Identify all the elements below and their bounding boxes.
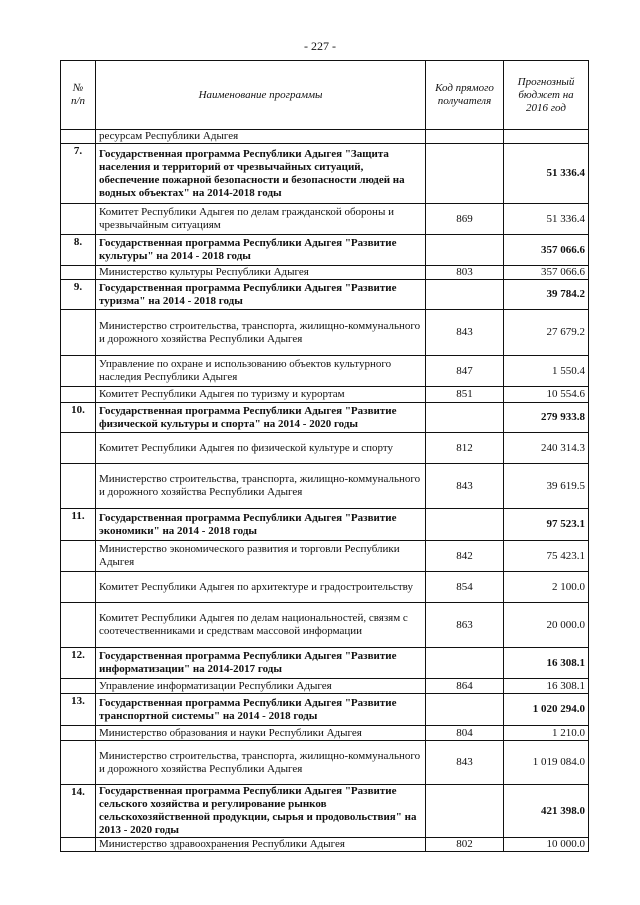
budget-amount: 1 550.4 — [504, 356, 589, 387]
program-row — [61, 509, 589, 541]
recipient-code: 803 — [426, 266, 504, 280]
budget-amount: 421 398.0 — [504, 785, 589, 838]
recipient-code: 802 — [426, 838, 504, 852]
program-row — [61, 785, 589, 838]
row-number: 7. — [61, 144, 96, 204]
recipient-row — [61, 603, 589, 648]
budget-amount: 97 523.1 — [504, 509, 589, 541]
recipient-row — [61, 433, 589, 464]
row-number — [61, 541, 96, 572]
header-num: № п/п — [61, 61, 96, 130]
recipient-name: Комитет Республики Адыгея по делам национальностей, связям с соотечественниками и средствам массовой информации — [96, 603, 426, 648]
row-number — [61, 310, 96, 356]
budget-amount: 10 000.0 — [504, 838, 589, 852]
recipient-row — [61, 387, 589, 403]
recipient-row — [61, 356, 589, 387]
recipient-code: 812 — [426, 433, 504, 464]
budget-amount: 279 933.8 — [504, 403, 589, 433]
recipient-name: Министерство экономического развития и торговли Республики Адыгея — [96, 541, 426, 572]
budget-amount — [504, 130, 589, 144]
program-name: Государственная программа Республики Адыгея "Развитие транспортной системы" на 2014 - 2018 годы — [96, 694, 426, 726]
row-number — [61, 266, 96, 280]
program-name: Государственная программа Республики Адыгея "Развитие культуры" на 2014 - 2018 годы — [96, 235, 426, 266]
row-number — [61, 433, 96, 464]
program-name: Государственная программа Республики Адыгея "Защита населения и территорий от чрезвычайных ситуаций, обеспечение пожарной безопасности и безопасности людей на водных объектах" на 2014-2018 годы — [96, 144, 426, 204]
row-number: 9. — [61, 280, 96, 310]
recipient-code: 842 — [426, 541, 504, 572]
header-program-name: Наименование программы — [96, 61, 426, 130]
recipient-name: Комитет Республики Адыгея по туризму и курортам — [96, 387, 426, 403]
recipient-row — [61, 726, 589, 741]
budget-amount: 39 619.5 — [504, 464, 589, 509]
row-number — [61, 603, 96, 648]
table-header-row — [61, 61, 589, 130]
recipient-row — [61, 838, 589, 852]
row-number — [61, 741, 96, 785]
row-number: 14. — [61, 785, 96, 838]
budget-amount: 240 314.3 — [504, 433, 589, 464]
recipient-name: Управление по охране и использованию объектов культурного наследия Республики Адыгея — [96, 356, 426, 387]
budget-amount: 10 554.6 — [504, 387, 589, 403]
recipient-code — [426, 785, 504, 838]
row-number — [61, 679, 96, 694]
budget-amount: 1 020 294.0 — [504, 694, 589, 726]
recipient-code: 851 — [426, 387, 504, 403]
recipient-row — [61, 204, 589, 235]
program-row — [61, 648, 589, 679]
recipient-name: Комитет Республики Адыгея по физической культуре и спорту — [96, 433, 426, 464]
budget-amount: 357 066.6 — [504, 266, 589, 280]
recipient-code: 854 — [426, 572, 504, 603]
row-number — [61, 572, 96, 603]
row-number — [61, 387, 96, 403]
budget-amount: 1 019 084.0 — [504, 741, 589, 785]
recipient-code: 843 — [426, 741, 504, 785]
recipient-row — [61, 541, 589, 572]
recipient-row — [61, 572, 589, 603]
recipient-name: Министерство строительства, транспорта, жилищно-коммунального и дорожного хозяйства Республики Адыгея — [96, 310, 426, 356]
row-number — [61, 204, 96, 235]
budget-amount: 1 210.0 — [504, 726, 589, 741]
program-name: Государственная программа Республики Адыгея "Развитие экономики" на 2014 - 2018 годы — [96, 509, 426, 541]
row-number: 8. — [61, 235, 96, 266]
recipient-code: 843 — [426, 464, 504, 509]
recipient-code — [426, 280, 504, 310]
budget-amount: 20 000.0 — [504, 603, 589, 648]
row-number — [61, 838, 96, 852]
recipient-code — [426, 509, 504, 541]
budget-amount: 2 100.0 — [504, 572, 589, 603]
recipient-row — [61, 130, 589, 144]
recipient-name: Управление информатизации Республики Адыгея — [96, 679, 426, 694]
page-number: - 227 - — [304, 39, 336, 53]
recipient-name: Министерство здравоохранения Республики Адыгея — [96, 838, 426, 852]
recipient-code — [426, 694, 504, 726]
recipient-code: 804 — [426, 726, 504, 741]
recipient-code — [426, 130, 504, 144]
recipient-row — [61, 679, 589, 694]
recipient-row — [61, 310, 589, 356]
recipient-row — [61, 464, 589, 509]
recipient-name: Комитет Республики Адыгея по делам гражданской обороны и чрезвычайным ситуациям — [96, 204, 426, 235]
row-number — [61, 726, 96, 741]
recipient-name: ресурсам Республики Адыгея — [96, 130, 426, 144]
recipient-code: 863 — [426, 603, 504, 648]
row-number: 13. — [61, 694, 96, 726]
budget-table — [60, 60, 589, 852]
budget-amount: 16 308.1 — [504, 679, 589, 694]
recipient-row — [61, 741, 589, 785]
budget-table-body — [61, 130, 589, 852]
header-recipient-code: Код прямого получателя — [426, 61, 504, 130]
recipient-code: 869 — [426, 204, 504, 235]
budget-amount: 51 336.4 — [504, 144, 589, 204]
program-row — [61, 280, 589, 310]
budget-amount: 16 308.1 — [504, 648, 589, 679]
recipient-name: Министерство строительства, транспорта, жилищно-коммунального и дорожного хозяйства Республики Адыгея — [96, 741, 426, 785]
program-name: Государственная программа Республики Адыгея "Развитие физической культуры и спорта" на 2014 - 2020 годы — [96, 403, 426, 433]
row-number — [61, 464, 96, 509]
program-name: Государственная программа Республики Адыгея "Развитие туризма" на 2014 - 2018 годы — [96, 280, 426, 310]
program-row — [61, 144, 589, 204]
recipient-name: Министерство образования и науки Республики Адыгея — [96, 726, 426, 741]
row-number: 10. — [61, 403, 96, 433]
row-number — [61, 130, 96, 144]
program-row — [61, 235, 589, 266]
budget-amount: 75 423.1 — [504, 541, 589, 572]
recipient-name: Министерство строительства, транспорта, жилищно-коммунального и дорожного хозяйства Республики Адыгея — [96, 464, 426, 509]
row-number: 11. — [61, 509, 96, 541]
row-number: 12. — [61, 648, 96, 679]
header-budget-2016: Прогнозный бюджет на 2016 год — [504, 61, 589, 130]
recipient-code — [426, 144, 504, 204]
row-number — [61, 356, 96, 387]
program-row — [61, 403, 589, 433]
program-row — [61, 694, 589, 726]
budget-amount: 39 784.2 — [504, 280, 589, 310]
recipient-code — [426, 403, 504, 433]
recipient-code — [426, 648, 504, 679]
budget-amount: 51 336.4 — [504, 204, 589, 235]
recipient-code: 847 — [426, 356, 504, 387]
recipient-code: 864 — [426, 679, 504, 694]
recipient-row — [61, 266, 589, 280]
recipient-code — [426, 235, 504, 266]
recipient-name: Комитет Республики Адыгея по архитектуре и градостроительству — [96, 572, 426, 603]
budget-amount: 357 066.6 — [504, 235, 589, 266]
program-name: Государственная программа Республики Адыгея "Развитие информатизации" на 2014-2017 годы — [96, 648, 426, 679]
program-name: Государственная программа Республики Адыгея "Развитие сельского хозяйства и регулирование рынков сельскохозяйственной продукции, сырья и продовольствия" на 2013 - 2020 годы — [96, 785, 426, 838]
recipient-name: Министерство культуры Республики Адыгея — [96, 266, 426, 280]
recipient-code: 843 — [426, 310, 504, 356]
budget-amount: 27 679.2 — [504, 310, 589, 356]
